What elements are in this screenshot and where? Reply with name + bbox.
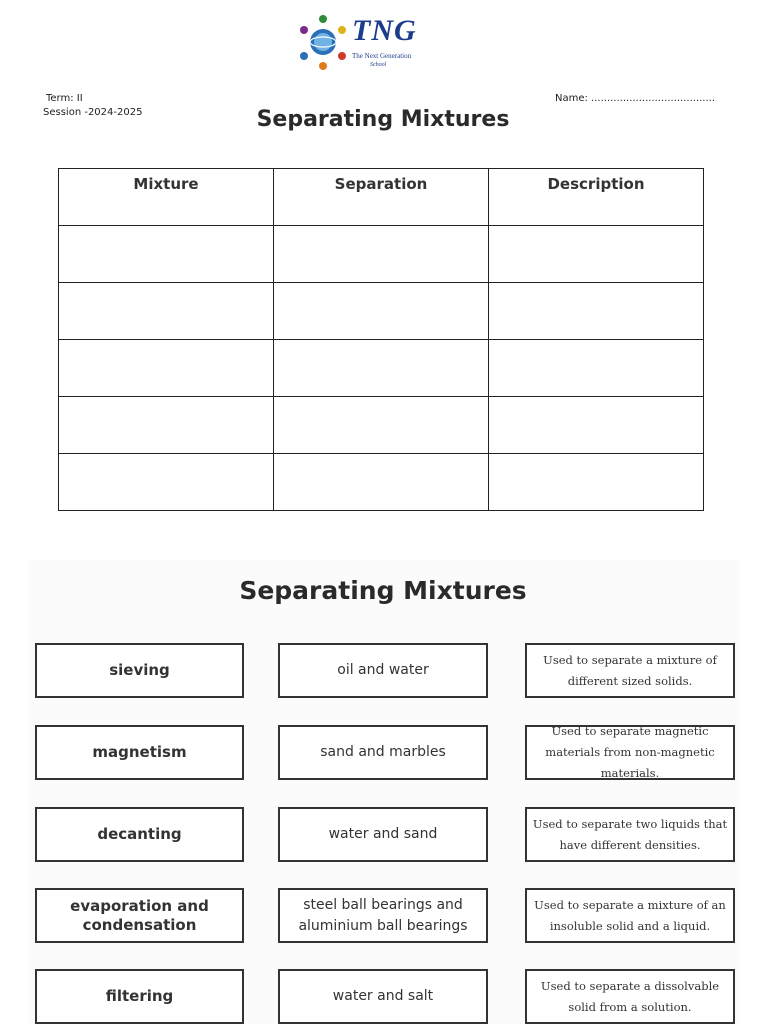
mixture-card-water-salt[interactable]: water and salt [278,969,488,1024]
answer-cell[interactable] [274,226,489,283]
session-label: Session -2024-2025 [43,107,143,118]
description-card-3[interactable]: Used to separate two liquids that have different densities. [525,807,735,862]
method-card-filtering[interactable]: filtering [35,969,244,1024]
answer-cell[interactable] [59,226,274,283]
worksheet-title: Separating Mixtures [256,107,510,132]
table-row [59,283,704,340]
answer-cell[interactable] [59,454,274,511]
answer-cell[interactable] [274,397,489,454]
method-card-magnetism[interactable]: magnetism [35,725,244,780]
table-row [59,397,704,454]
answer-cell[interactable] [274,283,489,340]
column-header-mixture: Mixture [59,169,274,226]
answer-cell[interactable] [489,454,704,511]
answer-cell[interactable] [489,226,704,283]
description-card-5[interactable]: Used to separate a dissolvable solid from a solution. [525,969,735,1024]
answer-cell[interactable] [59,340,274,397]
cut-out-section [28,560,740,1024]
method-card-sieving[interactable]: sieving [35,643,244,698]
table-row [59,226,704,283]
table-row [59,454,704,511]
answer-cell[interactable] [489,283,704,340]
method-card-decanting[interactable]: decanting [35,807,244,862]
term-label: Term: II [46,93,83,104]
table-header-row [59,169,704,226]
description-card-2[interactable]: Used to separate magnetic materials from non-magnetic materials. [525,725,735,780]
description-card-4[interactable]: Used to separate a mixture of an insoluble solid and a liquid. [525,888,735,943]
column-header-separation: Separation [274,169,489,226]
logo-subtitle: The Next Generation [352,52,412,60]
mixture-card-ball-bearings[interactable]: steel ball bearings and aluminium ball bearings [278,888,488,943]
answer-cell[interactable] [274,454,489,511]
answer-cell[interactable] [274,340,489,397]
answer-cell[interactable] [59,283,274,340]
mixture-card-water-sand[interactable]: water and sand [278,807,488,862]
answer-table [58,168,704,511]
globe-logo-icon [296,12,350,72]
column-header-description: Description [489,169,704,226]
mixture-card-oil-water[interactable]: oil and water [278,643,488,698]
answer-cell[interactable] [59,397,274,454]
description-card-1[interactable]: Used to separate a mixture of different sized solids. [525,643,735,698]
answer-cell[interactable] [489,340,704,397]
name-field[interactable]: Name: ....................................... [555,93,716,104]
mixture-card-sand-marbles[interactable]: sand and marbles [278,725,488,780]
cut-out-title: Separating Mixtures [239,576,527,605]
method-card-evaporation[interactable]: evaporation and condensation [35,888,244,943]
school-logo [296,12,416,74]
logo-subtitle-2: School [370,62,387,68]
logo-text: TNG [352,14,417,47]
answer-cell[interactable] [489,397,704,454]
table-row [59,340,704,397]
